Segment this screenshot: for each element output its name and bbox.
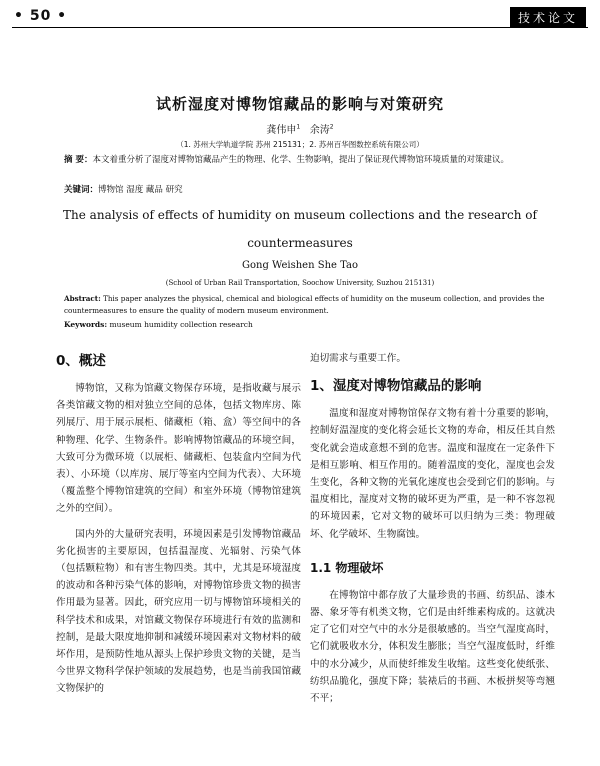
abstract-en-label: Abstract:	[64, 294, 101, 303]
keywords-cn	[64, 183, 554, 195]
author-2-cn: 余涛	[309, 125, 330, 136]
keywords-cn-label: 关键词：	[64, 185, 99, 195]
keywords-en-text: museum humidity collection research	[109, 320, 253, 329]
title-cn: 试析湿度对博物馆藏品的影响与对策研究	[155, 95, 444, 113]
section-0-paragraph-1: 博物馆，又称为馆藏文物保存环境，是指收藏与展示各类馆藏文物的相对独立空间的总体，包括文物库房、陈列展厅、用于展示展柜、储藏柜（箱、盒）等空间中的各种物理、化学、生物条件。影响博物馆藏品的环境空间，大致可分为微环境（以展柜、储藏柜、包装盒内空间为代表）、小环境（以库房、展厅等室内空间为代表）、大环境（覆盖整个博物馆建筑的空间）和室外环境（博物馆建筑之外的空间）。	[56, 383, 301, 515]
title-en-line-2: countermeasures	[247, 236, 353, 250]
page-number: • 50 •	[14, 8, 68, 24]
affiliation-en: (School of Urban Rail Transportation, Soochow University, Suzhou 215131)	[165, 279, 435, 287]
header-rule	[12, 27, 588, 28]
abstract-en	[64, 293, 554, 317]
section-tag: 技术论文	[510, 7, 586, 28]
right-column	[310, 350, 555, 707]
keywords-cn-text: 博物馆 湿度 藏品 研究	[98, 185, 183, 195]
author-1-mark: 1	[296, 123, 301, 131]
section-1-heading: 1、湿度对博物馆藏品的影响	[310, 378, 482, 395]
section-1-paragraph: 温度和湿度对博物馆保存文物有着十分重要的影响，控制好温湿度的变化将会延长文物的寿命，相反任其自然变化就会造成意想不到的危害。温度和湿度在一定条件下是相互影响、相互作用的。随着温度的变化，湿度也会发生变化，各种文物的光氧化速度也会受到它们的影响。与温度相比，湿度对文物的破坏更为严重，是一种不容忽视的环境因素，它对文物的破坏可以归纳为三类：物理破坏、化学破坏、生物腐蚀。	[310, 408, 555, 540]
author-1-cn: 龚伟申	[266, 125, 297, 136]
abstract-cn-label: 摘 要：	[64, 155, 93, 165]
abstract-cn-text: 本文着重分析了湿度对博物馆藏品产生的物理、化学、生物影响，提出了保证现代博物馆环境质量的对策建议。	[92, 155, 509, 165]
keywords-en	[64, 320, 554, 329]
section-0-heading: 0、概述	[56, 353, 106, 369]
section-0-paragraph-2: 国内外的大量研究表明，环境因素是引发博物馆藏品劣化损害的主要原因，包括温湿度、光辐射、污染气体（包括颗粒物）和有害生物四类。其中，尤其是环境湿度的波动和各种污染气体的影响，对博物馆珍贵文物的损害作用最为显著。因此，研究应用一切与博物馆环境相关的科学技术和成果，对馆藏文物保存环境进行有效的监测和控制，是最大限度地抑制和减缓环境因素对文物材料的破坏作用，是预防性地从源头上保护珍贵文物的关键，是当今世界文物科学保护领域的发展趋势，也是当前我国馆藏文物保护的	[56, 528, 301, 695]
title-en-line-1: The analysis of effects of humidity on museum collections and the research of	[63, 208, 537, 222]
authors-en: Gong Weishen She Tao	[242, 260, 358, 271]
left-column	[56, 350, 301, 698]
continued-text: 迫切需求与重要工作。	[310, 353, 406, 364]
abstract-cn	[64, 153, 554, 167]
affiliation-cn: （1. 苏州大学轨道学院 苏州 215131；2. 苏州百华图数控系统有限公司）	[176, 140, 424, 149]
section-1-1-paragraph: 在博物馆中都存放了大量珍贵的书画、纺织品、漆木器、象牙等有机类文物，它们是由纤维素构成的。这就决定了它们对空气中的水分是很敏感的。当空气湿度高时，它们就吸收水分，体积发生膨胀；当空气湿度低时，纤维中的水分减少，从而使纤维发生收缩。这些变化使纸张、纺织品脆化，强度下降；装裱后的书画、木板拼契等弯翘不平；	[310, 589, 555, 705]
keywords-en-label: Keywords:	[64, 320, 108, 329]
section-1-1-heading: 1.1 物理破坏	[310, 560, 384, 575]
author-2-mark: 2	[329, 123, 334, 131]
abstract-en-text: This paper analyzes the physical, chemical and biological effects of humidity on the museum collection, and provides the countermeasures to ensure the quality of modern museum environment.	[64, 294, 545, 315]
authors-cn	[0, 121, 600, 136]
